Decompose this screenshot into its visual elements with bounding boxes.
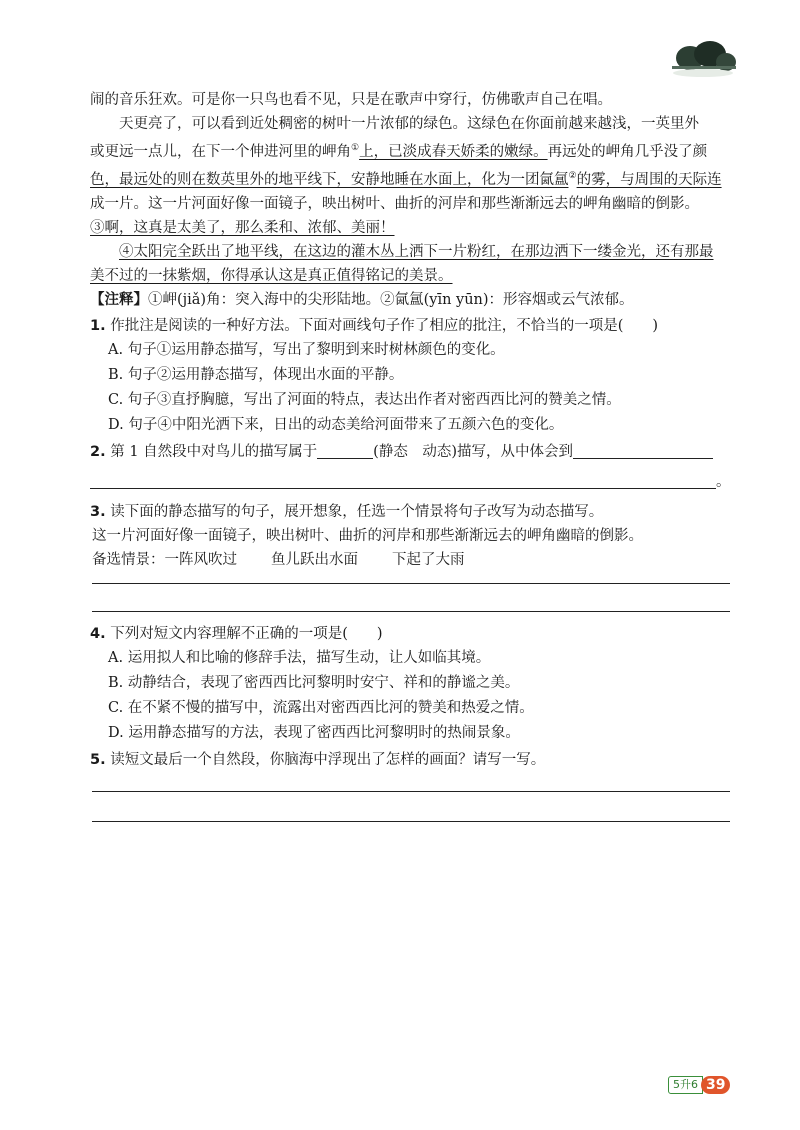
question-2-answer-line[interactable] [90, 472, 716, 489]
question-5-answer-line-2[interactable] [92, 820, 730, 822]
passage-paragraph-2-line-4: 成一片。这一片河面好像一面镜子，映出树叶、曲折的河岸和那些渐渐远去的岬角幽暗的倒影。 [90, 195, 699, 212]
question-4-option-c[interactable]: C. 在不紧不慢的描写中，流露出对密西西比河的赞美和热爱之情。 [108, 699, 534, 716]
question-4-stem: 下列对短文内容理解不正确的一项是( ) [110, 625, 383, 642]
question-5-answer-line-1[interactable] [92, 790, 730, 792]
question-4-option-a[interactable]: A. 运用拟人和比喻的修辞手法，描写生动，让人如临其境。 [108, 649, 491, 666]
page-number-badge: 39 [701, 1076, 730, 1094]
page-number-footer [668, 1076, 730, 1094]
underlined-sentence-2-start: 色，最远处的则在数英里外的地平线下，安静地睡在水面上，化为一团氤氲 [90, 171, 569, 188]
question-3: 3. 读下面的静态描写的句子，展开想象，任选一个情景将句子改写为动态描写。 这一片河面好像一面镜子，映出树叶、曲折的河岸和那些渐渐远去的岬角幽暗的倒影。 备选情景：一阵风吹过 鱼儿跃出水面 下起了大雨 [90, 500, 730, 612]
underlined-sentence-3: ③啊，这真是太美了，那么柔和、浓郁、美丽！ [90, 219, 395, 236]
scene-option-2: 鱼儿跃出水面 [271, 551, 358, 568]
passage-paragraph-2-line-2: 或更远一点儿，在下一个伸进河里的岬角①上，已淡成春天娇柔的嫩绿。再远处的岬角几乎没了颜 [90, 143, 708, 160]
question-1: 1. 作批注是阅读的一种好方法。下面对画线句子作了相应的批注，不恰当的一项是( ) A. 句子①运用静态描写，写出了黎明到来时树林颜色的变化。 B. 句子②运用静态描写，体现出水面的平静。 C. 句子③直抒胸臆，写出了河面的特点，表达出作者对密西西比河的赞美之情。 D. 句子④中阳光洒下来，日出的动态美给河面带来了五颜六色的变化。 [90, 314, 730, 438]
scene-option-3: 下起了大雨 [392, 551, 465, 568]
question-3-stem: 读下面的静态描写的句子，展开想象，任选一个情景将句子改写为动态描写。 [110, 503, 604, 520]
question-4-option-d[interactable]: D. 运用静态描写的方法，表现了密西西比河黎明时的热闹景象。 [108, 724, 520, 741]
annotation-notes: 【注释】①岬(jiǎ)角：突入海中的尖形陆地。②氤氲(yīn yūn)：形容烟或云气浓郁。 [90, 291, 634, 308]
grade-badge: 5升6 [668, 1076, 703, 1094]
question-4-option-b[interactable]: B. 动静结合，表现了密西西比河黎明时安宁、祥和的静谧之美。 [108, 674, 520, 691]
scene-option-1: 一阵风吹过 [164, 551, 237, 568]
question-1-option-c[interactable]: C. 句子③直抒胸臆，写出了河面的特点，表达出作者对密西西比河的赞美之情。 [108, 391, 621, 408]
passage-paragraph-2-line-1: 天更亮了，可以看到近处稠密的树叶一片浓郁的绿色。这绿色在你面前越来越浅，一英里外 [119, 116, 699, 132]
question-5: 5. 读短文最后一个自然段，你脑海中浮现出了怎样的画面？请写一写。 [90, 748, 730, 822]
underlined-sentence-1: 上，已淡成春天娇柔的嫩绿。 [359, 143, 548, 160]
question-1-option-d[interactable]: D. 句子④中阳光洒下来，日出的动态美给河面带来了五颜六色的变化。 [108, 416, 564, 433]
question-4: 4. 下列对短文内容理解不正确的一项是( ) A. 运用拟人和比喻的修辞手法，描写生动，让人如临其境。 B. 动静结合，表现了密西西比河黎明时安宁、祥和的静谧之美。 C. 在不紧不慢的描写中，流露出对密西西比河的赞美和热爱之情。 D. 运用静态描写的方法，表现了密西西比河黎明时的热闹景象。 [90, 622, 730, 746]
worksheet-page [90, 88, 730, 822]
question-3-answer-line-1[interactable] [92, 582, 730, 584]
question-1-option-a[interactable]: A. 句子①运用静态描写，写出了黎明到来时树林颜色的变化。 [108, 341, 505, 358]
reading-passage [90, 88, 730, 288]
question-3-scenes: 备选情景：一阵风吹过 鱼儿跃出水面 下起了大雨 [92, 551, 465, 568]
question-3-sentence: 这一片河面好像一面镜子，映出树叶、曲折的河岸和那些渐渐远去的岬角幽暗的倒影。 [92, 527, 643, 544]
passage-paragraph-1-tail: 闹的音乐狂欢。可是你一只鸟也看不见，只是在歌声中穿行，仿佛歌声自己在唱。 [90, 92, 612, 108]
question-1-option-b[interactable]: B. 句子②运用静态描写，体现出水面的平静。 [108, 366, 404, 383]
question-5-stem: 读短文最后一个自然段，你脑海中浮现出了怎样的画面？请写一写。 [110, 751, 546, 768]
passage-paragraph-3-line-1 [90, 240, 730, 264]
question-3-answer-line-2[interactable] [92, 610, 730, 612]
question-2: 2. 第 1 自然段中对鸟儿的描写属于 (静态 动态)描写，从中体会到 。 [90, 443, 731, 490]
question-2-blank-feeling[interactable] [573, 442, 713, 459]
passage-paragraph-2-line-3: 色，最远处的则在数英里外的地平线下，安静地睡在水面上，化为一团氤氲②的雾，与周围的天际连 [90, 170, 722, 188]
underlined-sentence-4: ④太阳完全跃出了地平线，在这边的灌木丛上洒下一片粉红，在那边洒下一缕金光，还有那最 [119, 243, 714, 260]
question-2-blank-type[interactable] [317, 442, 373, 459]
passage-paragraph-3-line-2: 美不过的一抹紫烟，你得承认这是真正值得铭记的美景。 [90, 267, 453, 284]
question-1-stem: 作批注是阅读的一种好方法。下面对画线句子作了相应的批注，不恰当的一项是( ) [110, 317, 659, 334]
ink-landscape-decoration-icon [668, 40, 738, 82]
